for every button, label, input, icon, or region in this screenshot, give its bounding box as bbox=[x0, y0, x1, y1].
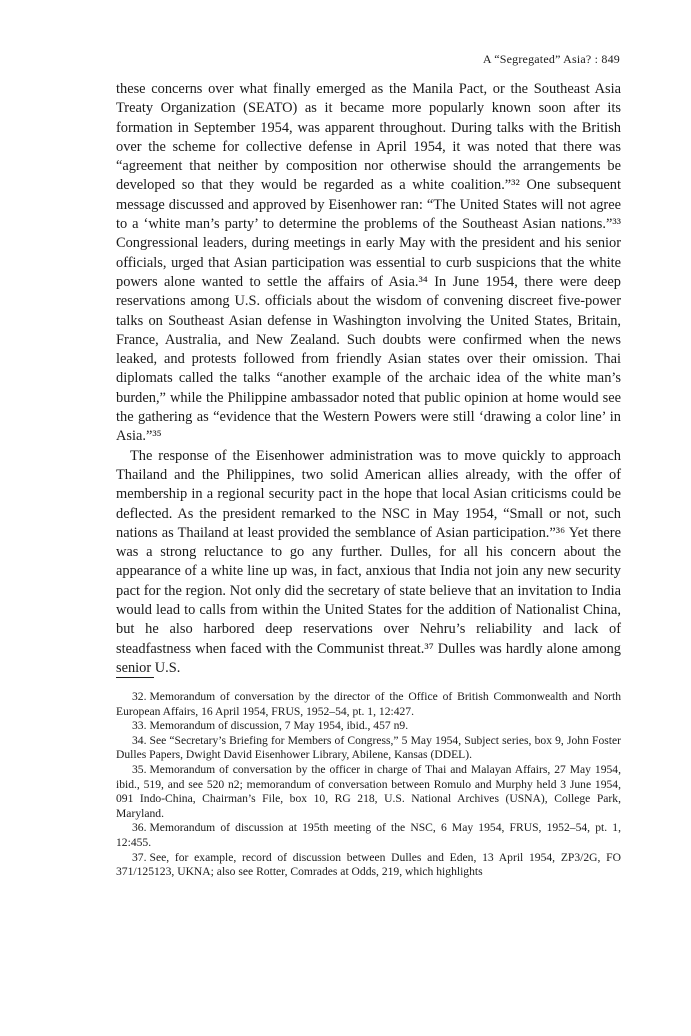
footnote-34: 34. See “Secretary’s Briefing for Members of Congress,” 5 May 1954, Subject series, box 9, John Foster Dulles Papers, Dwight David Eisenhower Library, Abilene, Kansas (DDEL). bbox=[116, 733, 621, 762]
footnote-37: 37. See, for example, record of discussion between Dulles and Eden, 13 April 1954, ZP3/2G, FO 371/125123, UKNA; also see Rotter, Comrades at Odds, 219, which highlights bbox=[116, 850, 621, 879]
main-text bbox=[116, 80, 621, 678]
footnote-36: 36. Memorandum of discussion at 195th meeting of the NSC, 6 May 1954, FRUS, 1952–54, pt. 1, 12:455. bbox=[116, 821, 621, 849]
running-head: A “Segregated” Asia? : 849 bbox=[482, 52, 620, 66]
footnote-32: 32. Memorandum of conversation by the director of the Office of British Commonwealth and North European Affairs, 16 April 1954, FRUS, 1952–54, pt. 1, 12:427. bbox=[116, 690, 621, 718]
paragraph-eisenhower-response: The response of the Eisenhower administration was to move quickly to approach Thailand and the Philippines, two solid American allies already, with the offer of membership in a regional security pact in the hope that local Asian criticisms could be deflected. As the president remarked to the NSC in May 1954, “Small or not, such nations as Thailand at least provided the semblance of Asian participation.”³⁶ Yet there was a strong reluctance to go any further. Dulles, for all his concern about the appearance of a white line up was, in fact, anxious that India not join any new security pact for the region. Not only did the secretary of state believe that an invitation to India would lead to calls from within the United States for the addition of Nationalist China, but he also harbored deep reservations over Nehru’s reliability and lack of steadfastness when faced with the Communist threat.³⁷ Dulles was hardly alone among senior U.S. bbox=[116, 447, 621, 676]
footnotes bbox=[116, 690, 621, 880]
paragraph-continued: these concerns over what finally emerged as the Manila Pact, or the Southeast Asia Treaty Organization (SEATO) as it became more popularly known soon after its formation in September 1954, was apparent throughout. During talks with the British over the scheme for collective defense in April 1954, it was noted that there was “agreement that neither by composition nor otherwise should the arrangements be developed so that they would be regarded as a white coalition.”³² One subsequent message discussed and approved by Eisenhower ran: “The United States will not agree to a ‘white man’s party’ to determine the problems of the Southeast Asian nations.”³³ Congressional leaders, during meetings in early May with the president and his senior officials, urged that Asian participation was essential to curb suspicions that the white powers alone wanted to settle the affairs of Asia.³⁴ In June 1954, there were deep reservations among U.S. officials about the wisdom of convening discreet five-power talks on Southeast Asian defense in Washington involving the United States, Britain, France, Australia, and New Zealand. Such doubts were confirmed when the news leaked, and protests followed from friendly Asian states over their omission. Thai diplomats called the talks “another example of the archaic idea of the white man’s burden,” while the Philippine ambassador noted that public opinion at home would see the gathering as “evidence that the Western Powers were still ‘drawing a color line’ in Asia.”³⁵ bbox=[116, 81, 621, 445]
footnote-35: 35. Memorandum of conversation by the officer in charge of Thai and Malayan Affairs, 27 May 1954, ibid., 519, and see 520 n2; memorandum of conversation between Romulo and Murphy held 3 June 1954, 091 Indo-China, Chairman’s File, box 10, RG 218, U.S. National Archives (USNA), College Park, Maryland. bbox=[116, 762, 621, 820]
footnote-rule bbox=[116, 677, 154, 678]
footnote-33: 33. Memorandum of discussion, 7 May 1954, ibid., 457 n9. bbox=[132, 719, 409, 733]
